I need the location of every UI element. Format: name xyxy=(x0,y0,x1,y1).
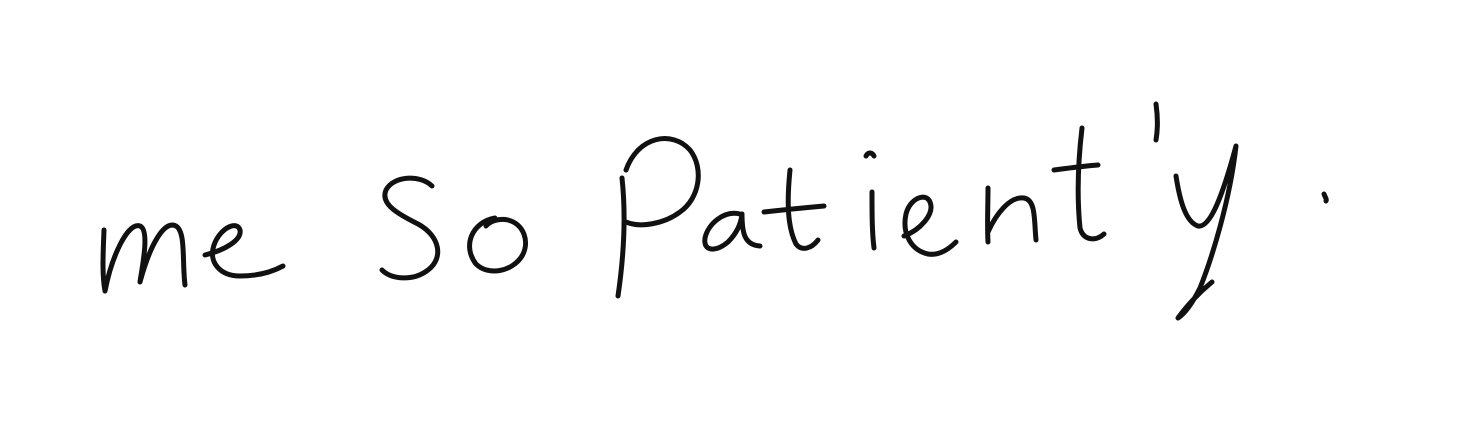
stroke-letter-e xyxy=(205,226,283,276)
stroke-letter-t1 xyxy=(764,170,824,248)
stroke-letter-l xyxy=(1156,104,1158,140)
stroke-letter-p xyxy=(618,139,698,296)
stroke-letter-o xyxy=(470,218,526,271)
stroke-letter-e2 xyxy=(904,197,956,254)
stroke-letter-m xyxy=(103,225,185,291)
stroke-letter-y xyxy=(1176,146,1236,318)
stroke-letter-s xyxy=(382,178,438,278)
stroke-letter-i xyxy=(872,192,874,248)
stroke-letter-n xyxy=(988,188,1036,242)
stroke-period xyxy=(1324,194,1326,201)
stroke-letter-a xyxy=(705,213,760,249)
stroke-letter-i-dot xyxy=(866,153,874,156)
stroke-letter-t2 xyxy=(1054,128,1104,239)
